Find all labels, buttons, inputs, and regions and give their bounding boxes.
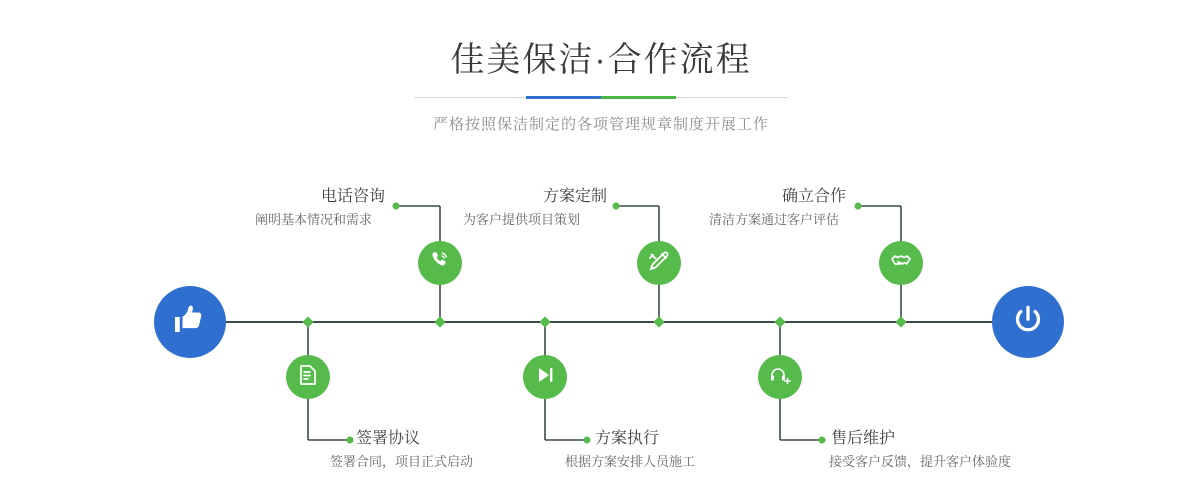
- flow-label-desc: 阐明基本情况和需求: [255, 212, 373, 227]
- customer-service-add-icon: [768, 363, 792, 392]
- flow-label-step-1: [255, 186, 385, 230]
- page-title: 佳美保洁·合作流程: [450, 41, 752, 79]
- flow-label-desc: 接受客户反馈，提升客户体验度: [829, 454, 1012, 469]
- flow-start-marker: [154, 286, 226, 358]
- flow-label-step-4: [565, 428, 696, 472]
- flow-label-step-6: [831, 428, 1011, 472]
- flow-label-title: 方案执行: [595, 430, 660, 447]
- flow-label-step-3: [463, 186, 607, 230]
- flow-label-step-2: [330, 428, 473, 472]
- flow-label-desc: 根据方案安排人员施工: [565, 454, 696, 469]
- flow-node-step-3[interactable]: [637, 241, 681, 285]
- flow-label-desc: 为客户提供项目策划: [463, 212, 581, 227]
- thumbs-up-icon: [172, 302, 208, 343]
- flow-node-step-4[interactable]: [523, 355, 567, 399]
- flow-label-title: 签署协议: [356, 430, 421, 447]
- flow-label-step-5: [709, 186, 846, 230]
- flow-node-step-2[interactable]: [286, 355, 330, 399]
- flow-label-desc: 签署合同，项目正式启动: [330, 454, 474, 469]
- play-forward-icon: [533, 363, 557, 392]
- flow-label-desc: 清洁方案通过客户评估: [709, 212, 840, 227]
- power-icon: [1010, 302, 1046, 343]
- flow-end-marker: [992, 286, 1064, 358]
- flow-node-step-1[interactable]: [418, 241, 462, 285]
- pen-ruler-icon: [647, 249, 671, 278]
- document-edit-icon: [296, 363, 320, 392]
- flow-label-title: 售后维护: [831, 430, 896, 447]
- flow-node-step-6[interactable]: [758, 355, 802, 399]
- handshake-icon: [889, 249, 913, 278]
- flow-label-title: 方案定制: [543, 188, 608, 205]
- flow-label-title: 电话咨询: [321, 188, 386, 205]
- flow-node-step-5[interactable]: [879, 241, 923, 285]
- flow-label-title: 确立合作: [782, 188, 847, 205]
- page-subtitle: 严格按照保洁制定的各项管理规章制度开展工作: [432, 116, 769, 133]
- phone-call-icon: [428, 249, 452, 278]
